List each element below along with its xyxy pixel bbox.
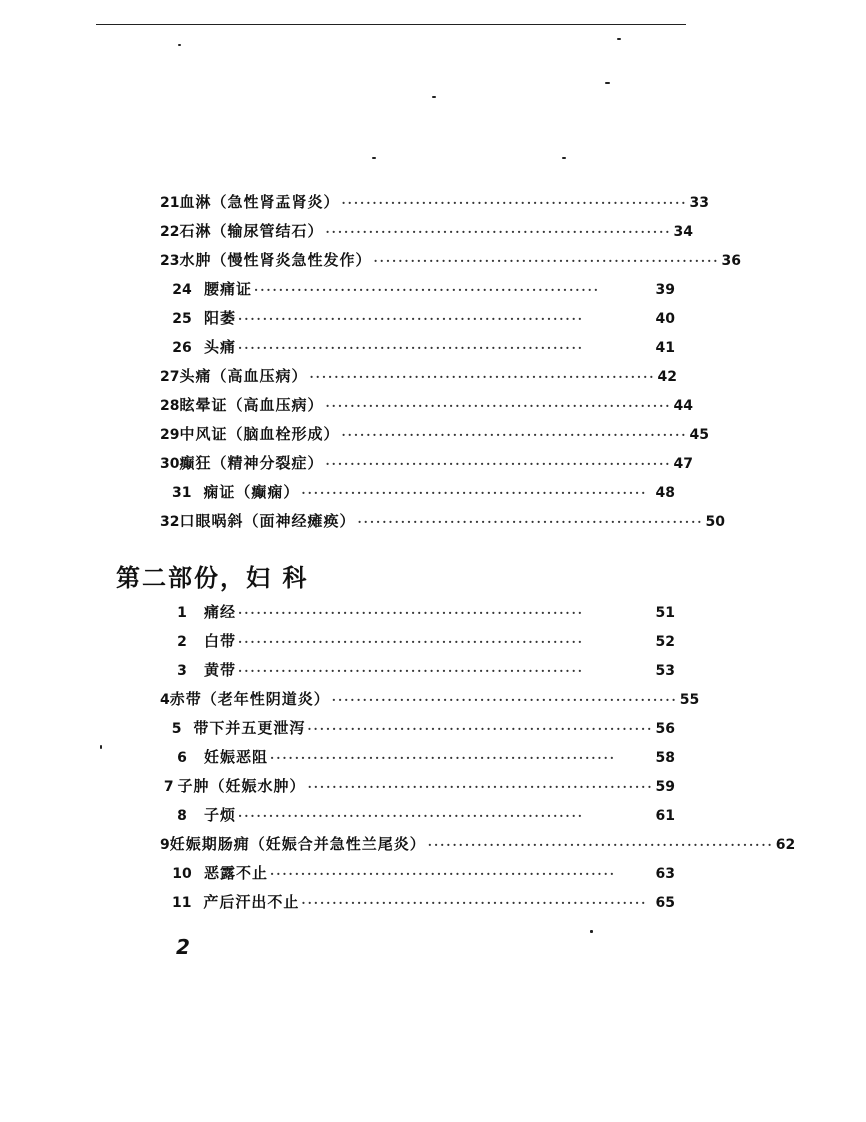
entry-page: 63 (655, 866, 675, 882)
toc-entry (160, 422, 709, 446)
scan-speck (100, 745, 102, 749)
entry-title: 头痛 (204, 338, 237, 356)
entry-number: 25 (172, 311, 192, 327)
entry-title: 赤带（老年性阴道炎） (169, 690, 330, 708)
dot-leader: ························································ (238, 606, 584, 620)
scan-speck (605, 82, 610, 84)
dot-leader: ························································ (331, 693, 678, 707)
dot-leader: ························································ (325, 399, 672, 413)
toc-entry (160, 745, 675, 769)
entry-page: 61 (655, 808, 675, 824)
toc-entry (160, 451, 693, 475)
dot-leader: ························································ (270, 751, 616, 765)
toc-entry (160, 248, 741, 272)
entry-page: 53 (655, 663, 675, 679)
dot-leader: ························································ (357, 515, 704, 529)
entry-page: 51 (655, 605, 675, 621)
entry-number: 28 (160, 398, 180, 414)
entry-number: 11 (171, 895, 192, 911)
dot-leader: ························································ (341, 196, 688, 210)
entry-number: 30 (160, 456, 180, 472)
entry-title: 眩晕证（高血压病） (179, 396, 324, 414)
entry-page: 33 (689, 195, 709, 211)
toc-entry (160, 600, 675, 624)
entry-number: 31 (171, 485, 192, 501)
entry-page: 47 (673, 456, 693, 472)
toc-entry (160, 890, 675, 914)
toc-entry (160, 219, 693, 243)
entry-number: 21 (160, 195, 180, 211)
entry-page: 59 (655, 779, 675, 795)
scan-speck (590, 930, 593, 933)
entry-title: 石淋（输尿管结石） (179, 222, 324, 240)
toc-entry (160, 716, 675, 740)
toc-entry (160, 306, 675, 330)
section-heading: 第二部份，妇 科 (116, 563, 309, 592)
dot-leader: ························································ (373, 254, 720, 268)
scan-speck (432, 96, 436, 98)
dot-leader: ························································ (238, 312, 584, 326)
entry-page: 52 (655, 634, 675, 650)
entry-page: 36 (721, 253, 741, 269)
toc-entry (160, 190, 709, 214)
scan-speck (562, 157, 566, 159)
toc-entry (160, 803, 675, 827)
dot-leader: ························································ (301, 896, 648, 910)
dot-leader: ························································ (325, 225, 672, 239)
dot-leader: ························································ (307, 722, 654, 736)
entry-title: 头痛（高血压病） (179, 367, 308, 385)
entry-title: 恶露不止 (204, 864, 269, 882)
entry-number: 26 (172, 340, 192, 356)
entry-title: 妊娠期肠痈（妊娠合并急性兰尾炎） (169, 835, 426, 853)
entry-page: 50 (705, 514, 725, 530)
toc-entry (160, 393, 693, 417)
entry-page: 42 (657, 369, 677, 385)
entry-number: 10 (172, 866, 192, 882)
toc-entry (160, 832, 796, 856)
entry-title: 阳萎 (204, 309, 237, 327)
toc-entry (160, 277, 675, 301)
entry-number: 3 (177, 663, 187, 679)
entry-title: 带下并五更泄泻 (193, 719, 306, 737)
top-rule (96, 24, 686, 25)
toc-entry (160, 335, 675, 359)
entry-title: 腰痛证 (204, 280, 253, 298)
entry-title: 子肿（妊娠水肿） (177, 777, 306, 795)
entry-title: 痛经 (204, 603, 237, 621)
entry-page: 39 (655, 282, 675, 298)
entry-number: 9 (160, 837, 170, 853)
toc-entry (160, 658, 675, 682)
scan-speck (617, 38, 621, 40)
dot-leader: ························································ (238, 341, 584, 355)
entry-title: 白带 (204, 632, 237, 650)
dot-leader: ························································ (325, 457, 672, 471)
toc-entry (160, 861, 675, 885)
entry-page: 65 (655, 895, 675, 911)
dot-leader: ························································ (307, 780, 654, 794)
entry-title: 妊娠恶阻 (204, 748, 269, 766)
entry-number: 32 (160, 514, 180, 530)
entry-number: 5 (171, 721, 182, 737)
dot-leader: ························································ (301, 486, 648, 500)
entry-title: 黄带 (204, 661, 237, 679)
toc-entry (160, 774, 675, 798)
dot-leader: ························································ (254, 283, 600, 297)
entry-title: 痫证（癫痫） (203, 483, 300, 501)
entry-number: 6 (177, 750, 187, 766)
dot-leader: ························································ (238, 664, 584, 678)
dot-leader: ························································ (309, 370, 656, 384)
entry-number: 2 (177, 634, 187, 650)
entry-page: 55 (679, 692, 700, 708)
toc-entry (160, 687, 700, 711)
entry-page: 56 (655, 721, 675, 737)
entry-number: 4 (160, 692, 170, 708)
toc-entry (160, 480, 675, 504)
entry-number: 24 (172, 282, 192, 298)
entry-number: 7 (163, 779, 174, 795)
page-number: 2 (176, 935, 190, 959)
entry-page: 48 (655, 485, 675, 501)
entry-number: 27 (160, 369, 180, 385)
entry-number: 29 (160, 427, 180, 443)
toc-entry (160, 629, 675, 653)
entry-title: 癫狂（精神分裂症） (179, 454, 324, 472)
entry-number: 8 (177, 808, 187, 824)
dot-leader: ························································ (341, 428, 688, 442)
entry-number: 23 (160, 253, 180, 269)
dot-leader: ························································ (427, 838, 774, 852)
dot-leader: ························································ (238, 809, 584, 823)
scan-speck (372, 157, 376, 159)
entry-title: 子烦 (204, 806, 237, 824)
entry-page: 40 (655, 311, 675, 327)
entry-number: 1 (177, 605, 187, 621)
entry-page: 62 (775, 837, 796, 853)
toc-entry (160, 509, 725, 533)
entry-page: 58 (655, 750, 675, 766)
entry-page: 45 (689, 427, 709, 443)
entry-page: 44 (673, 398, 693, 414)
entry-title: 产后汗出不止 (203, 893, 300, 911)
dot-leader: ························································ (270, 867, 616, 881)
scan-speck (178, 44, 181, 46)
entry-title: 中风证（脑血栓形成） (179, 425, 340, 443)
entry-title: 血淋（急性肾盂肾炎） (179, 193, 340, 211)
entry-title: 口眼㖞斜（面神经瘫痪） (179, 512, 356, 530)
dot-leader: ························································ (238, 635, 584, 649)
entry-title: 水肿（慢性肾炎急性发作） (179, 251, 372, 269)
toc-entry (160, 364, 675, 388)
entry-page: 41 (655, 340, 675, 356)
entry-number: 22 (160, 224, 180, 240)
entry-page: 34 (673, 224, 693, 240)
